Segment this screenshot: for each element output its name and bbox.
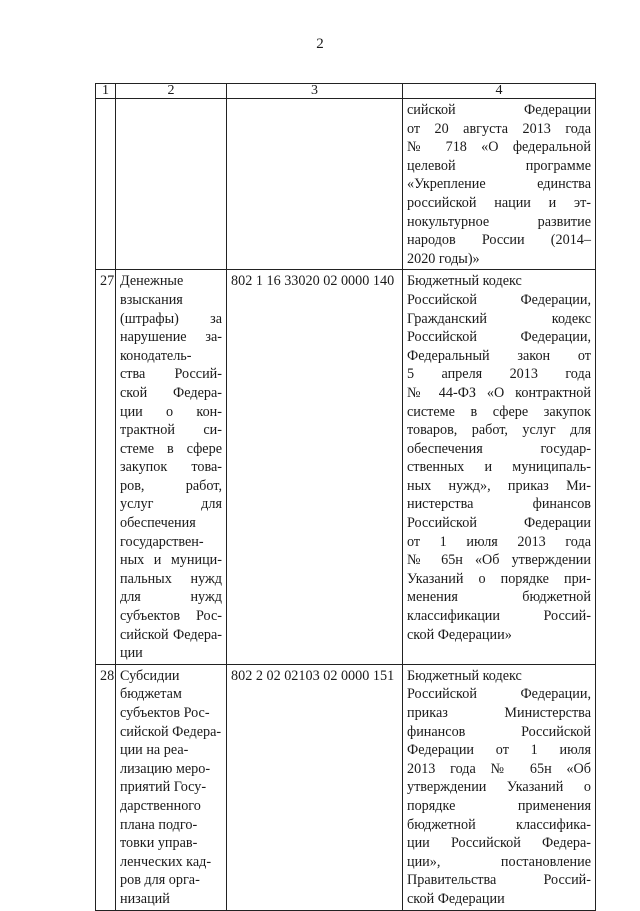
budget-code-cell: 802 2 02 02103 02 0000 151 xyxy=(227,664,403,910)
payment-name-line: трактной си- xyxy=(120,422,222,439)
budget-code-cell xyxy=(227,99,403,270)
table-row xyxy=(96,664,596,910)
payment-name-line: Субсидии xyxy=(120,667,180,684)
legal-basis-line: бюджетной классифика- xyxy=(407,816,591,833)
row-number: 27 xyxy=(96,270,116,664)
legal-basis-line: нокультурное развитие xyxy=(407,213,591,230)
header-col-1: 1 xyxy=(96,84,116,99)
legal-basis-line: классификации Россий- xyxy=(407,608,591,625)
legal-basis-line: товаров, работ, услуг для xyxy=(407,422,591,439)
legal-basis-line: 2013 года № 65н «Об xyxy=(407,760,591,777)
legal-basis-line: сийской Федерации xyxy=(407,102,591,118)
payment-name-cell xyxy=(116,664,227,910)
legal-basis-cell xyxy=(403,664,596,910)
payment-name-line: лизацию меро- xyxy=(120,760,211,777)
payment-name-line: ции на реа- xyxy=(120,742,189,759)
legal-basis-line: ции Российской Федера- xyxy=(407,835,591,852)
payment-name-line: стеме в сфере xyxy=(120,440,222,457)
payment-name-line: пальных нужд xyxy=(120,570,222,587)
legal-basis-line: 2020 годы)» xyxy=(407,250,480,267)
legal-basis-line: Российской Федерации, xyxy=(407,329,591,346)
payment-name-line: обеспечения xyxy=(120,515,196,532)
payment-name-line: государствен- xyxy=(120,533,204,550)
legal-basis-line: «Укрепление единства xyxy=(407,176,591,193)
payment-name-line: субъектов Рос- xyxy=(120,608,222,625)
payment-name-line: для нужд xyxy=(120,589,222,606)
payment-name-line: ции о кон- xyxy=(120,403,222,420)
payment-name-line: (штрафы) за xyxy=(120,310,222,327)
legal-basis-line: обеспечения государ- xyxy=(407,440,591,457)
legal-basis-line: Указаний о порядке при- xyxy=(407,570,591,587)
payment-name-line: субъектов Рос- xyxy=(120,705,210,721)
payment-name-line: нарушение за- xyxy=(120,329,222,346)
header-col-2: 2 xyxy=(116,84,227,99)
payment-name-line: низаций xyxy=(120,890,170,907)
legal-basis-line: целевой программе xyxy=(407,157,591,174)
payment-name-line: бюджетам xyxy=(120,686,182,703)
legal-basis-line: утверждении Указаний о xyxy=(407,779,591,796)
payment-name-line: ции xyxy=(120,645,143,662)
legal-basis-line: ции», постановление xyxy=(407,853,591,870)
payment-name-line: закупок това- xyxy=(120,459,222,476)
legal-basis-cell xyxy=(403,99,596,270)
legal-basis-line: Российской Федерации, xyxy=(407,291,591,308)
legal-basis-line: менения бюджетной xyxy=(407,589,591,606)
legal-basis-line: Правительства Россий- xyxy=(407,872,591,889)
payment-name-line: ленческих кад- xyxy=(120,853,212,870)
row-number xyxy=(96,99,116,270)
payment-name-line: товки управ- xyxy=(120,835,198,852)
row-number: 28 xyxy=(96,664,116,910)
income-codes-table xyxy=(95,83,596,911)
legal-basis-line: № 718 «О федеральной xyxy=(407,139,591,156)
payment-name-line: сийской Федера- xyxy=(120,723,222,740)
legal-basis-line: Гражданский кодекс xyxy=(407,310,591,327)
legal-basis-line: от 1 июля 2013 года xyxy=(407,533,591,550)
table-row xyxy=(96,99,596,270)
payment-name-line: ства Россий- xyxy=(120,366,222,383)
table-header-row xyxy=(96,84,596,99)
table-row xyxy=(96,270,596,664)
legal-basis-line: от 20 августа 2013 года xyxy=(407,120,591,137)
payment-name-line: ных и муници- xyxy=(120,552,222,569)
legal-basis-cell xyxy=(403,270,596,664)
payment-name-line: дарственного xyxy=(120,797,201,814)
legal-basis-line: № 44-ФЗ «О контрактной xyxy=(407,384,591,401)
payment-name-line: ров для орга- xyxy=(120,872,200,889)
legal-basis-line: Российской Федерации, xyxy=(407,686,591,703)
payment-name-line: ров, работ, xyxy=(120,477,222,494)
legal-basis-line: ской Федерации xyxy=(407,890,505,907)
legal-basis-line: приказ Министерства xyxy=(407,705,591,721)
legal-basis-line: Федерации от 1 июля xyxy=(407,742,591,759)
payment-name-line: плана подго- xyxy=(120,816,198,833)
legal-basis-line: российской нации и эт- xyxy=(407,194,591,211)
legal-basis-line: № 65н «Об утверждении xyxy=(407,552,591,569)
payment-name-line: услуг для xyxy=(120,496,222,513)
legal-basis-line: Бюджетный кодекс xyxy=(407,667,522,684)
budget-code-cell: 802 1 16 33020 02 0000 140 xyxy=(227,270,403,664)
payment-name-line: сийской Федера- xyxy=(120,626,222,643)
legal-basis-line: Бюджетный кодекс xyxy=(407,273,522,290)
legal-basis-line: ных нужд», приказ Ми- xyxy=(407,477,591,494)
payment-name-line: Денежные xyxy=(120,273,184,290)
payment-name-cell xyxy=(116,99,227,270)
header-col-3: 3 xyxy=(227,84,403,99)
payment-name-line: ской Федера- xyxy=(120,384,222,401)
legal-basis-line: системе в сфере закупок xyxy=(407,403,591,420)
legal-basis-line: Федеральный закон от xyxy=(407,347,591,364)
legal-basis-line: народов России (2014– xyxy=(407,232,591,249)
legal-basis-line: ственных и муниципаль- xyxy=(407,459,591,476)
legal-basis-line: Российской Федерации xyxy=(407,515,591,532)
payment-name-line: конодатель- xyxy=(120,347,192,364)
legal-basis-line: 5 апреля 2013 года xyxy=(407,366,591,383)
legal-basis-line: финансов Российской xyxy=(407,723,591,740)
legal-basis-line: ской Федерации» xyxy=(407,626,512,643)
payment-name-line: приятий Госу- xyxy=(120,779,207,796)
payment-name-line: взыскания xyxy=(120,291,183,308)
legal-basis-line: порядке применения xyxy=(407,797,591,814)
page-number: 2 xyxy=(316,36,324,52)
legal-basis-line: нистерства финансов xyxy=(407,496,591,513)
header-col-4: 4 xyxy=(403,84,596,99)
payment-name-cell xyxy=(116,270,227,664)
